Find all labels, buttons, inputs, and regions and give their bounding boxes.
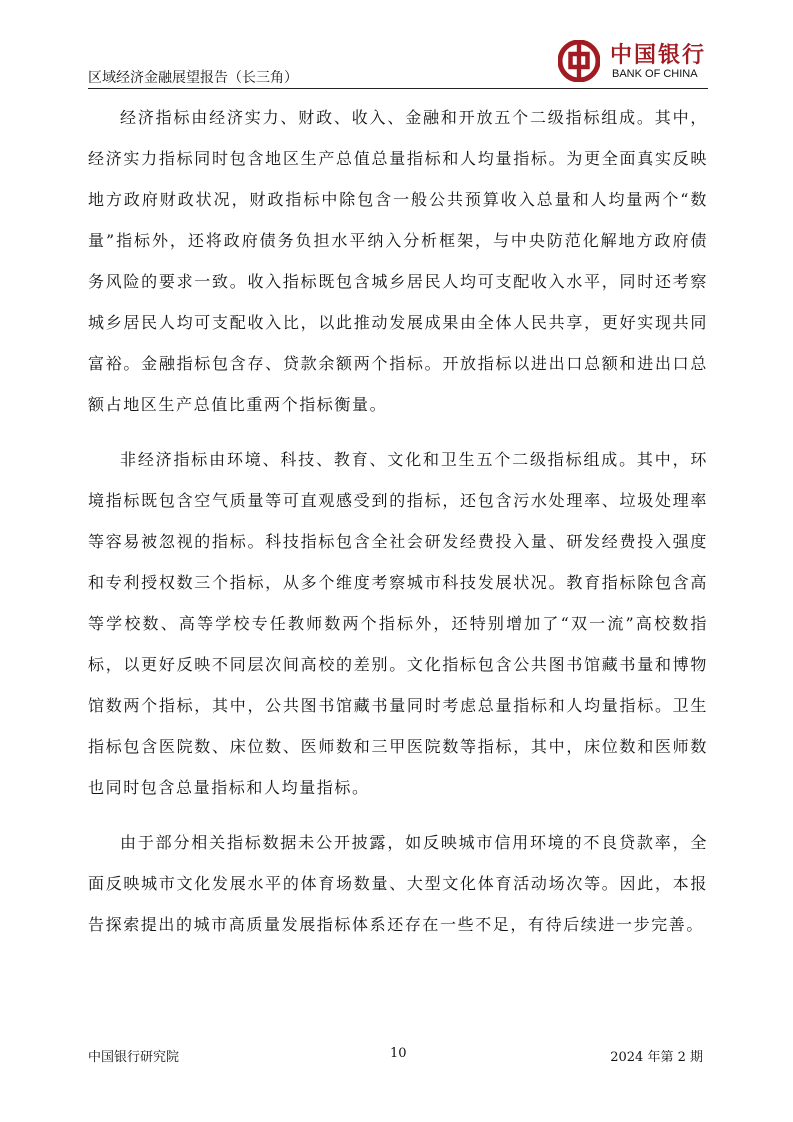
footer-issue: 2024 年第 2 期 — [610, 1050, 703, 1065]
bank-logo — [558, 38, 718, 86]
paragraph-limitations: 由于部分相关指标数据未公开披露，如反映城市信用环境的不良贷款率，全面反映城市文化发展水平的体育场数量、大型文化体育活动场次等。因此，本报告探索提出的城市高质量发展指标体系还存在一些不足，有待后续进一步完善。 — [88, 833, 708, 934]
paragraph-economic-indicators: 经济指标由经济实力、财政、收入、金融和开放五个二级指标组成。其中，经济实力指标同时包含地区生产总值总量指标和人均量指标。为更全面真实反映地方政府财政状况，财政指标中除包含一般公共预算收入总量和人均量两个“数量”指标外，还将政府债务负担水平纳入分析框架，与中央防范化解地方政府债务风险的要求一致。收入指标既包含城乡居民人均可支配收入水平，同时还考察城乡居民人均可支配收入比，以此推动发展成果由全体人民共享，更好实现共同富裕。金融指标包含存、贷款余额两个指标。开放指标以进出口总额和进出口总额占地区生产总值比重两个指标衡量。 — [88, 108, 708, 414]
logo-name-cn: 中国银行 — [610, 42, 707, 68]
footer-institute: 中国银行研究院 — [88, 1050, 180, 1065]
body-text — [88, 97, 708, 959]
header-divider — [88, 88, 708, 89]
report-title: 区域经济金融展望报告（长三角） — [88, 70, 298, 86]
page-number: 10 — [390, 1046, 407, 1061]
logo-name-en: BANK OF CHINA — [612, 68, 698, 80]
paragraph-non-economic-indicators: 非经济指标由环境、科技、教育、文化和卫生五个二级指标组成。其中，环境指标既包含空气质量等可直观感受到的指标，还包含污水处理率、垃圾处理率等容易被忽视的指标。科技指标包含全社会研发经费投入量、研发经费投入强度和专利授权数三个指标，从多个维度考察城市科技发展状况。教育指标除包含高等学校数、高等学校专任教师数两个指标外，还特别增加了“双一流”高校数指标，以更好反映不同层次间高校的差别。文化指标包含公共图书馆藏书量和博物馆数两个指标，其中，公共图书馆藏书量同时考虑总量指标和人均量指标。卫生指标包含医院数、床位数、医师数和三甲医院数等指标，其中，床位数和医师数也同时包含总量指标和人均量指标。 — [88, 450, 708, 797]
bank-of-china-emblem-icon — [558, 40, 600, 82]
